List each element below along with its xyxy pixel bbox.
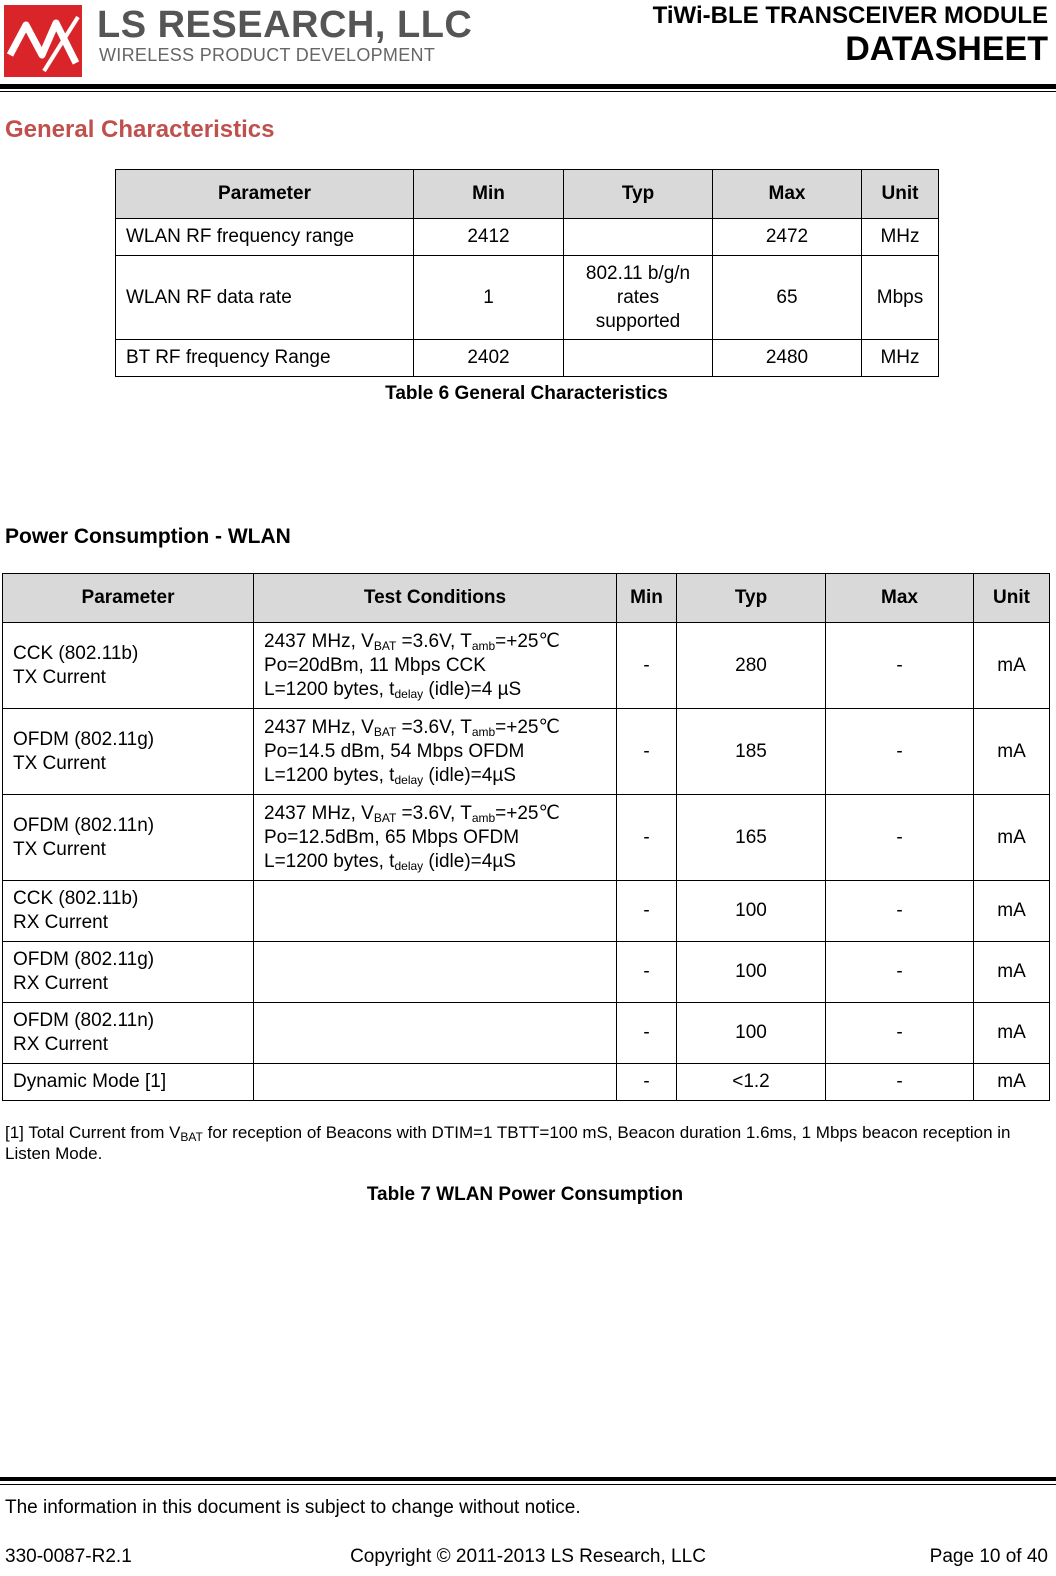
column-header: Test Conditions xyxy=(254,574,617,623)
cell-parameter: OFDM (802.11n) TX Current xyxy=(3,795,254,881)
table-row xyxy=(116,219,939,256)
cell-typ: 280 xyxy=(677,623,826,709)
footer-notice: The information in this document is subject to change without notice. xyxy=(5,1497,581,1518)
company-name: LS RESEARCH, LLC xyxy=(97,4,473,46)
cell-min: 1 xyxy=(414,256,564,340)
cell-unit: mA xyxy=(974,1003,1050,1064)
cell-unit: mA xyxy=(974,1064,1050,1101)
table-row xyxy=(3,623,1050,709)
cell-max: - xyxy=(826,1064,974,1101)
cell-parameter: BT RF frequency Range xyxy=(116,340,414,377)
header-divider xyxy=(0,84,1056,89)
cell-min: - xyxy=(617,795,677,881)
cell-min: - xyxy=(617,623,677,709)
column-header: Min xyxy=(414,170,564,219)
footer-divider xyxy=(0,1477,1056,1481)
cell-unit: mA xyxy=(974,709,1050,795)
cell-test-conditions: 2437 MHz, $V_{BAT} =3.6V$, $T_{amb}=+25℃$ Po=20dBm, 11 Mbps CCK L=1200 bytes, $t_{delay}$ (idle)=4 µS xyxy=(254,623,617,709)
cell-typ xyxy=(564,340,713,377)
table-header-row xyxy=(3,574,1050,623)
table-footnote: [1] Total Current from $V_{BAT}$ for reception of Beacons with DTIM=1 TBTT=100 mS, Beacon duration 1.6ms, 1 Mbps beacon reception in Listen Mode. xyxy=(5,1123,1011,1163)
cell-min: - xyxy=(617,709,677,795)
cell-unit: MHz xyxy=(862,340,939,377)
document-type: DATASHEET xyxy=(845,30,1048,68)
wlan-power-consumption-table xyxy=(2,573,1050,1101)
company-tagline: WIRELESS PRODUCT DEVELOPMENT xyxy=(99,45,436,65)
table-caption: Table 6 General Characteristics xyxy=(385,383,668,404)
cell-min: - xyxy=(617,1003,677,1064)
column-header: Unit xyxy=(974,574,1050,623)
table-caption: Table 7 WLAN Power Consumption xyxy=(366,1184,684,1205)
cell-max: - xyxy=(826,623,974,709)
page-number: Page 10 of 40 xyxy=(929,1546,1048,1567)
table-row xyxy=(3,1064,1050,1101)
cell-typ xyxy=(564,219,713,256)
column-header: Unit xyxy=(862,170,939,219)
cell-parameter: CCK (802.11b) RX Current xyxy=(3,881,254,942)
table-row xyxy=(3,709,1050,795)
cell-parameter: CCK (802.11b) TX Current xyxy=(3,623,254,709)
cell-max: - xyxy=(826,1003,974,1064)
table-row xyxy=(3,795,1050,881)
section-heading-general-characteristics: General Characteristics xyxy=(5,116,275,143)
cell-parameter: WLAN RF data rate xyxy=(116,256,414,340)
cell-unit: mA xyxy=(974,795,1050,881)
cell-parameter: OFDM (802.11g) RX Current xyxy=(3,942,254,1003)
cell-parameter: OFDM (802.11n) RX Current xyxy=(3,1003,254,1064)
document-id: 330-0087-R2.1 xyxy=(5,1546,132,1567)
cell-max: - xyxy=(826,942,974,1003)
table-row xyxy=(3,942,1050,1003)
cell-unit: mA xyxy=(974,942,1050,1003)
company-logo-icon xyxy=(4,5,82,77)
cell-unit: mA xyxy=(974,623,1050,709)
cell-typ: 165 xyxy=(677,795,826,881)
cell-parameter: Dynamic Mode [1] xyxy=(3,1064,254,1101)
cell-max: - xyxy=(826,795,974,881)
column-header: Max xyxy=(713,170,862,219)
cell-test-conditions: 2437 MHz, $V_{BAT} =3.6V$, $T_{amb}=+25℃$ Po=14.5 dBm, 54 Mbps OFDM L=1200 bytes, $t_{delay}$ (idle)=4µS xyxy=(254,709,617,795)
cell-test-conditions: 2437 MHz, $V_{BAT} =3.6V$, $T_{amb}=+25℃$ Po=12.5dBm, 65 Mbps OFDM L=1200 bytes, $t_{delay}$ (idle)=4µS xyxy=(254,795,617,881)
section-heading-power-consumption: Power Consumption - WLAN xyxy=(5,525,291,548)
cell-test-conditions xyxy=(254,881,617,942)
table-header-row xyxy=(116,170,939,219)
cell-min: - xyxy=(617,881,677,942)
column-header: Parameter xyxy=(3,574,254,623)
document-title: TiWi-BLE TRANSCEIVER MODULE xyxy=(652,2,1048,29)
cell-test-conditions xyxy=(254,942,617,1003)
table-row xyxy=(3,1003,1050,1064)
column-header: Min xyxy=(617,574,677,623)
cell-parameter: OFDM (802.11g) TX Current xyxy=(3,709,254,795)
cell-typ: 100 xyxy=(677,1003,826,1064)
cell-unit: MHz xyxy=(862,219,939,256)
column-header: Typ xyxy=(564,170,713,219)
footer-divider-thin xyxy=(0,1484,1056,1485)
cell-typ: 802.11 b/g/n rates supported xyxy=(564,256,713,340)
cell-unit: Mbps xyxy=(862,256,939,340)
general-characteristics-table xyxy=(115,169,939,377)
table-row xyxy=(116,256,939,340)
cell-test-conditions xyxy=(254,1003,617,1064)
table-row xyxy=(3,881,1050,942)
cell-typ: <1.2 xyxy=(677,1064,826,1101)
table-row xyxy=(116,340,939,377)
cell-max: 2472 xyxy=(713,219,862,256)
column-header: Parameter xyxy=(116,170,414,219)
cell-typ: 100 xyxy=(677,942,826,1003)
cell-min: 2412 xyxy=(414,219,564,256)
cell-max: - xyxy=(826,709,974,795)
cell-parameter: WLAN RF frequency range xyxy=(116,219,414,256)
cell-max: 65 xyxy=(713,256,862,340)
cell-max: 2480 xyxy=(713,340,862,377)
cell-max: - xyxy=(826,881,974,942)
cell-min: - xyxy=(617,942,677,1003)
cell-min: - xyxy=(617,1064,677,1101)
header-divider-thin xyxy=(0,91,1056,92)
cell-min: 2402 xyxy=(414,340,564,377)
cell-typ: 100 xyxy=(677,881,826,942)
cell-test-conditions xyxy=(254,1064,617,1101)
column-header: Typ xyxy=(677,574,826,623)
cell-typ: 185 xyxy=(677,709,826,795)
cell-unit: mA xyxy=(974,881,1050,942)
column-header: Max xyxy=(826,574,974,623)
copyright-notice: Copyright © 2011-2013 LS Research, LLC xyxy=(350,1546,706,1567)
